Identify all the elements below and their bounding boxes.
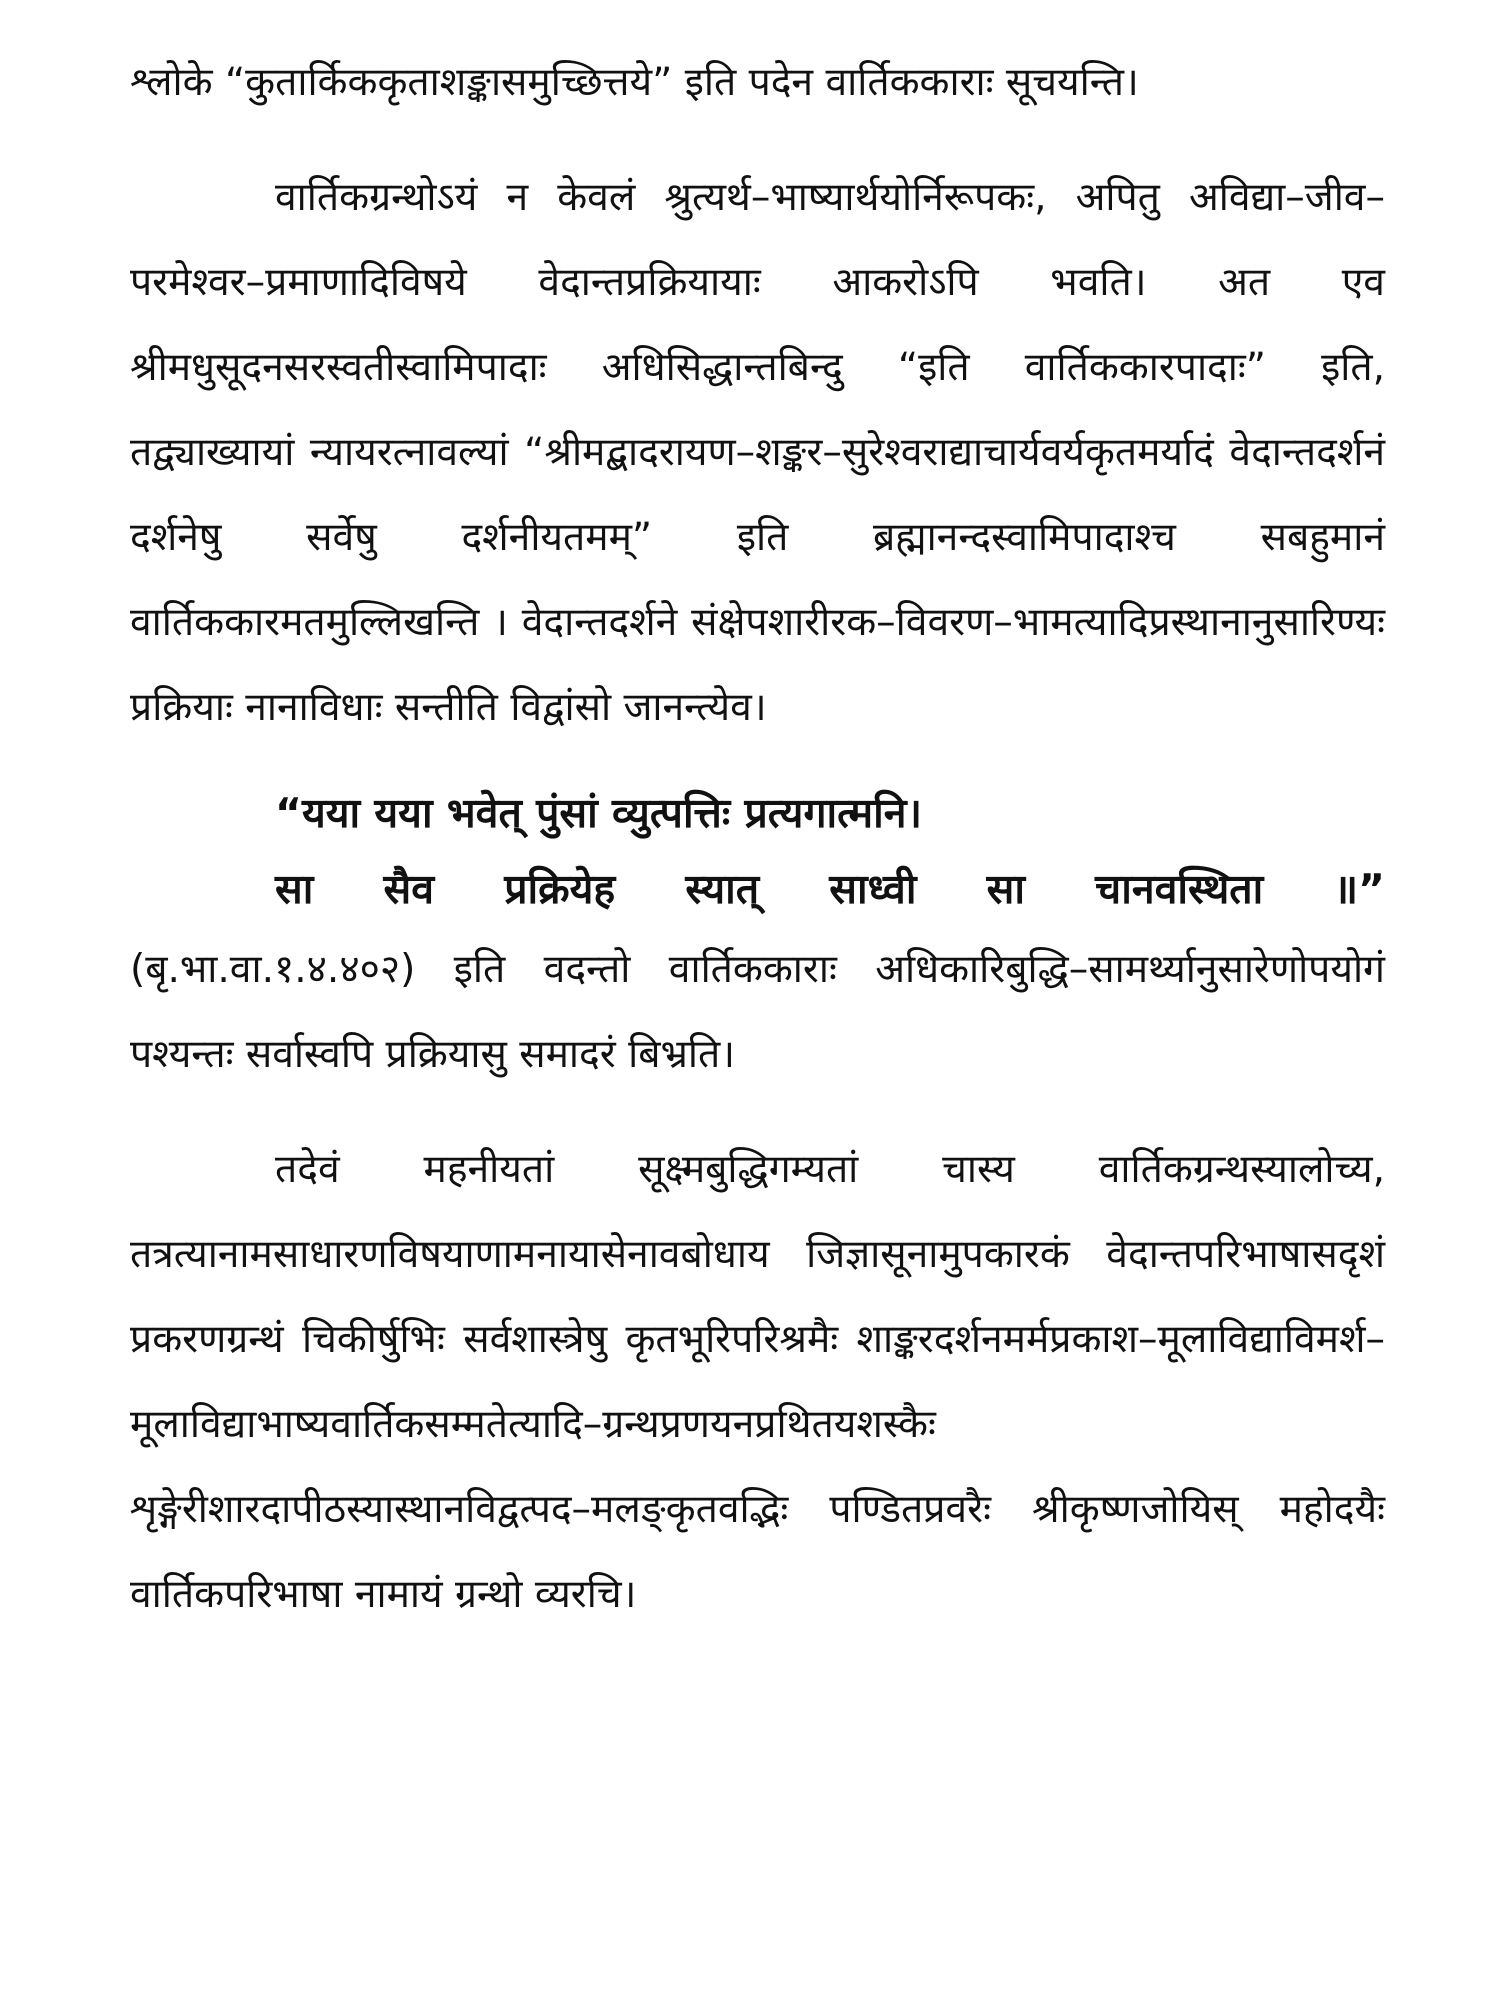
verse-quote: [130, 775, 1385, 927]
paragraph-1: श्लोके “कुतार्किककृताशङ्कासमुच्छित्तये” इति पदेन वार्तिककाराः सूचयन्ति।: [130, 60, 1139, 105]
verse-line-2: सा सैव प्रक्रियेह स्यात् साध्वी सा चानवस्थिता ॥”: [275, 865, 1385, 913]
paragraph-4: तदेवं महनीयतां सूक्ष्मबुद्धिगम्यतां चास्य वार्तिकग्रन्थस्यालोच्य, तत्रत्यानामसाधारणविषयाणामनायासेनावबोधाय जिज्ञासूनामुपकारकं वेदान्तपरिभाषासदृशं प्रकरणग्रन्थं चिकीर्षुभिः सर्वशास्त्रेषु कृतभूरिपरिश्रमैः शाङ्करदर्शनमर्मप्रकाश–मूलाविद्याविमर्श–मूलाविद्याभाष्यवार्तिकसम्मतेत्यादि–ग्रन्थप्रणयनप्रथितयशस्कैः शृङ्गेरीशारदापीठस्यास्थानविद्वत्पद–मलङ्कृतवद्भिः पण्डितप्रवरैः श्रीकृष्णजोयिस् महोदयैः वार्तिकपरिभाषा नामायं ग्रन्थो व्यरचि।: [130, 1147, 1385, 1617]
verse-line-1: “यया यया भवेत् पुंसां व्युत्पत्तिः प्रत्यगात्मनि।: [275, 789, 923, 837]
paragraph-3: (बृ.भा.वा.१.४.४०२) इति वदन्तो वार्तिककाराः अधिकारिबुद्धि–सामर्थ्यानुसारेणोपयोगं पश्यन्तः सर्वास्वपि प्रक्रियासु समादरं बिभ्रति।: [130, 947, 1385, 1077]
paragraph-2: वार्तिकग्रन्थोऽयं न केवलं श्रुत्यर्थ–भाष्यार्थयोर्निरूपकः, अपितु अविद्या–जीव–परमेश्वर–प्रमाणादिविषये वेदान्तप्रक्रियायाः आकरोऽपि भवति। अत एव श्रीमधुसूदनसरस्वतीस्वामिपादाः अधिसिद्धान्तबिन्दु “इति वार्तिककारपादाः” इति, तद्व्याख्यायां न्यायरत्नावल्यां “श्रीमद्बादरायण–शङ्कर–सुरेश्वराद्याचार्यवर्यकृतमर्यादं वेदान्तदर्शनं दर्शनेषु सर्वेषु दर्शनीयतमम्” इति ब्रह्मानन्दस्वामिपादाश्च सबहुमानं वार्तिककारमतमुल्लिखन्ति । वेदान्तदर्शने संक्षेपशारीरक–विवरण–भामत्यादिप्रस्थानानुसारिण्यः प्रक्रियाः नानाविधाः सन्तीति विद्वांसो जानन्त्येव।: [130, 175, 1385, 730]
document-page: [130, 40, 1385, 1960]
